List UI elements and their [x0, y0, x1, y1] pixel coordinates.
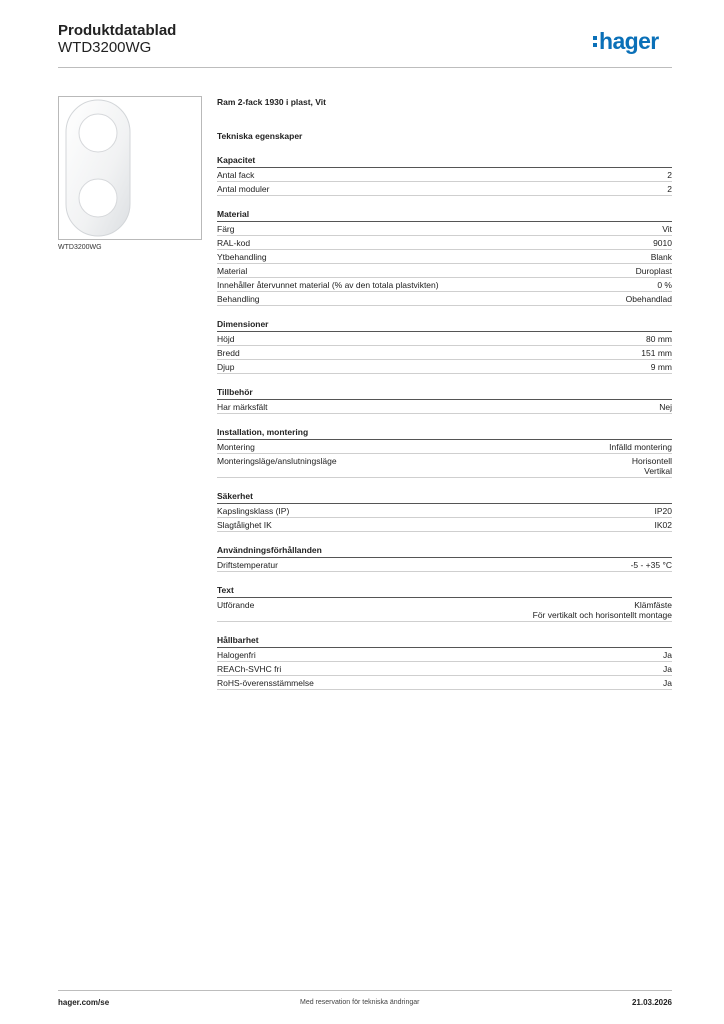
- spec-value: IP20: [654, 506, 672, 516]
- spec-group: [217, 319, 672, 374]
- spec-row: [217, 264, 672, 278]
- spec-groups: [217, 155, 672, 690]
- spec-value: Klämfäste För vertikalt och horisontellt montage: [532, 600, 672, 620]
- spec-label: Djup: [217, 362, 235, 372]
- spec-value: Vit: [662, 224, 672, 234]
- spec-row: [217, 182, 672, 196]
- product-code: WTD3200WG: [58, 39, 152, 56]
- hager-logo: [593, 28, 659, 55]
- header-divider: [58, 67, 672, 68]
- spec-row: [217, 168, 672, 182]
- spec-value: Obehandlad: [625, 294, 672, 304]
- spec-row: [217, 236, 672, 250]
- spec-label: Behandling: [217, 294, 260, 304]
- spec-row: [217, 292, 672, 306]
- spec-label: Halogenfri: [217, 650, 256, 660]
- document-title: Produktdatablad: [58, 22, 177, 39]
- spec-value: 80 mm: [646, 334, 672, 344]
- spec-value: 9 mm: [650, 362, 672, 372]
- spec-group: [217, 585, 672, 622]
- spec-label: Innehåller återvunnet material (% av den totala plastvikten): [217, 280, 439, 290]
- spec-row: [217, 222, 672, 236]
- spec-row: [217, 440, 672, 454]
- spec-row: [217, 504, 672, 518]
- spec-group-title: Material: [217, 209, 672, 222]
- spec-row: [217, 676, 672, 690]
- frame-illustration: [59, 97, 201, 239]
- spec-label: Höjd: [217, 334, 235, 344]
- spec-group: [217, 427, 672, 478]
- spec-group: [217, 209, 672, 306]
- spec-value: IK02: [654, 520, 672, 530]
- product-image: [58, 96, 202, 240]
- spec-value: Ja: [663, 664, 672, 674]
- spec-value: Infälld montering: [609, 442, 672, 452]
- spec-value: -5 - +35 °C: [630, 560, 672, 570]
- logo-dots-icon: [593, 33, 597, 50]
- spec-heading: Tekniska egenskaper: [217, 131, 303, 141]
- spec-label: Utförande: [217, 600, 255, 610]
- product-name: Ram 2-fack 1930 i plast, Vit: [217, 97, 326, 107]
- logo-text: hager: [599, 28, 659, 54]
- spec-label: Har märksfält: [217, 402, 268, 412]
- spec-label: Antal fack: [217, 170, 255, 180]
- spec-row: [217, 346, 672, 360]
- spec-content: [217, 97, 672, 690]
- spec-label: RoHS-överensstämmelse: [217, 678, 314, 688]
- spec-label: Slagtålighet IK: [217, 520, 272, 530]
- spec-row: [217, 454, 672, 478]
- image-caption: WTD3200WG: [58, 244, 102, 251]
- footer-date: 21.03.2026: [631, 998, 672, 1007]
- spec-group-title: Installation, montering: [217, 427, 672, 440]
- spec-value: 0 %: [657, 280, 672, 290]
- spec-row: [217, 400, 672, 414]
- spec-group-title: Kapacitet: [217, 155, 672, 168]
- spec-group: [217, 635, 672, 690]
- spec-label: RAL-kod: [217, 238, 251, 248]
- spec-group: [217, 491, 672, 532]
- spec-group-title: Hållbarhet: [217, 635, 672, 648]
- spec-row: [217, 648, 672, 662]
- footer-divider: [58, 990, 672, 991]
- footer-disclaimer: Med reservation för tekniska ändringar: [300, 999, 420, 1006]
- spec-label: Driftstemperatur: [217, 560, 278, 570]
- spec-row: [217, 598, 672, 622]
- footer-website[interactable]: hager.com/se: [58, 998, 110, 1007]
- spec-value: Ja: [663, 678, 672, 688]
- spec-label: Ytbehandling: [217, 252, 267, 262]
- spec-group-title: Text: [217, 585, 672, 598]
- spec-label: Kapslingsklass (IP): [217, 506, 290, 516]
- spec-group-title: Säkerhet: [217, 491, 672, 504]
- spec-label: Montering: [217, 442, 255, 452]
- spec-row: [217, 278, 672, 292]
- spec-group-title: Tillbehör: [217, 387, 672, 400]
- spec-row: [217, 332, 672, 346]
- spec-group-title: Användningsförhållanden: [217, 545, 672, 558]
- spec-label: Bredd: [217, 348, 240, 358]
- spec-label: Monteringsläge/anslutningsläge: [217, 456, 337, 466]
- spec-label: Material: [217, 266, 248, 276]
- spec-group: [217, 155, 672, 196]
- spec-value: 151 mm: [641, 348, 672, 358]
- spec-group-title: Dimensioner: [217, 319, 672, 332]
- spec-value: Duroplast: [635, 266, 672, 276]
- spec-label: Färg: [217, 224, 235, 234]
- spec-row: [217, 360, 672, 374]
- spec-value: Ja: [663, 650, 672, 660]
- spec-row: [217, 662, 672, 676]
- spec-group: [217, 545, 672, 572]
- spec-value: Horisontell Vertikal: [631, 456, 672, 476]
- spec-value: Nej: [659, 402, 672, 412]
- spec-row: [217, 518, 672, 532]
- spec-value: 2: [667, 170, 672, 180]
- spec-row: [217, 558, 672, 572]
- spec-value: 9010: [653, 238, 672, 248]
- spec-label: REACh-SVHC fri: [217, 664, 282, 674]
- spec-value: Blank: [650, 252, 672, 262]
- spec-label: Antal moduler: [217, 184, 270, 194]
- spec-group: [217, 387, 672, 414]
- spec-row: [217, 250, 672, 264]
- spec-value: 2: [667, 184, 672, 194]
